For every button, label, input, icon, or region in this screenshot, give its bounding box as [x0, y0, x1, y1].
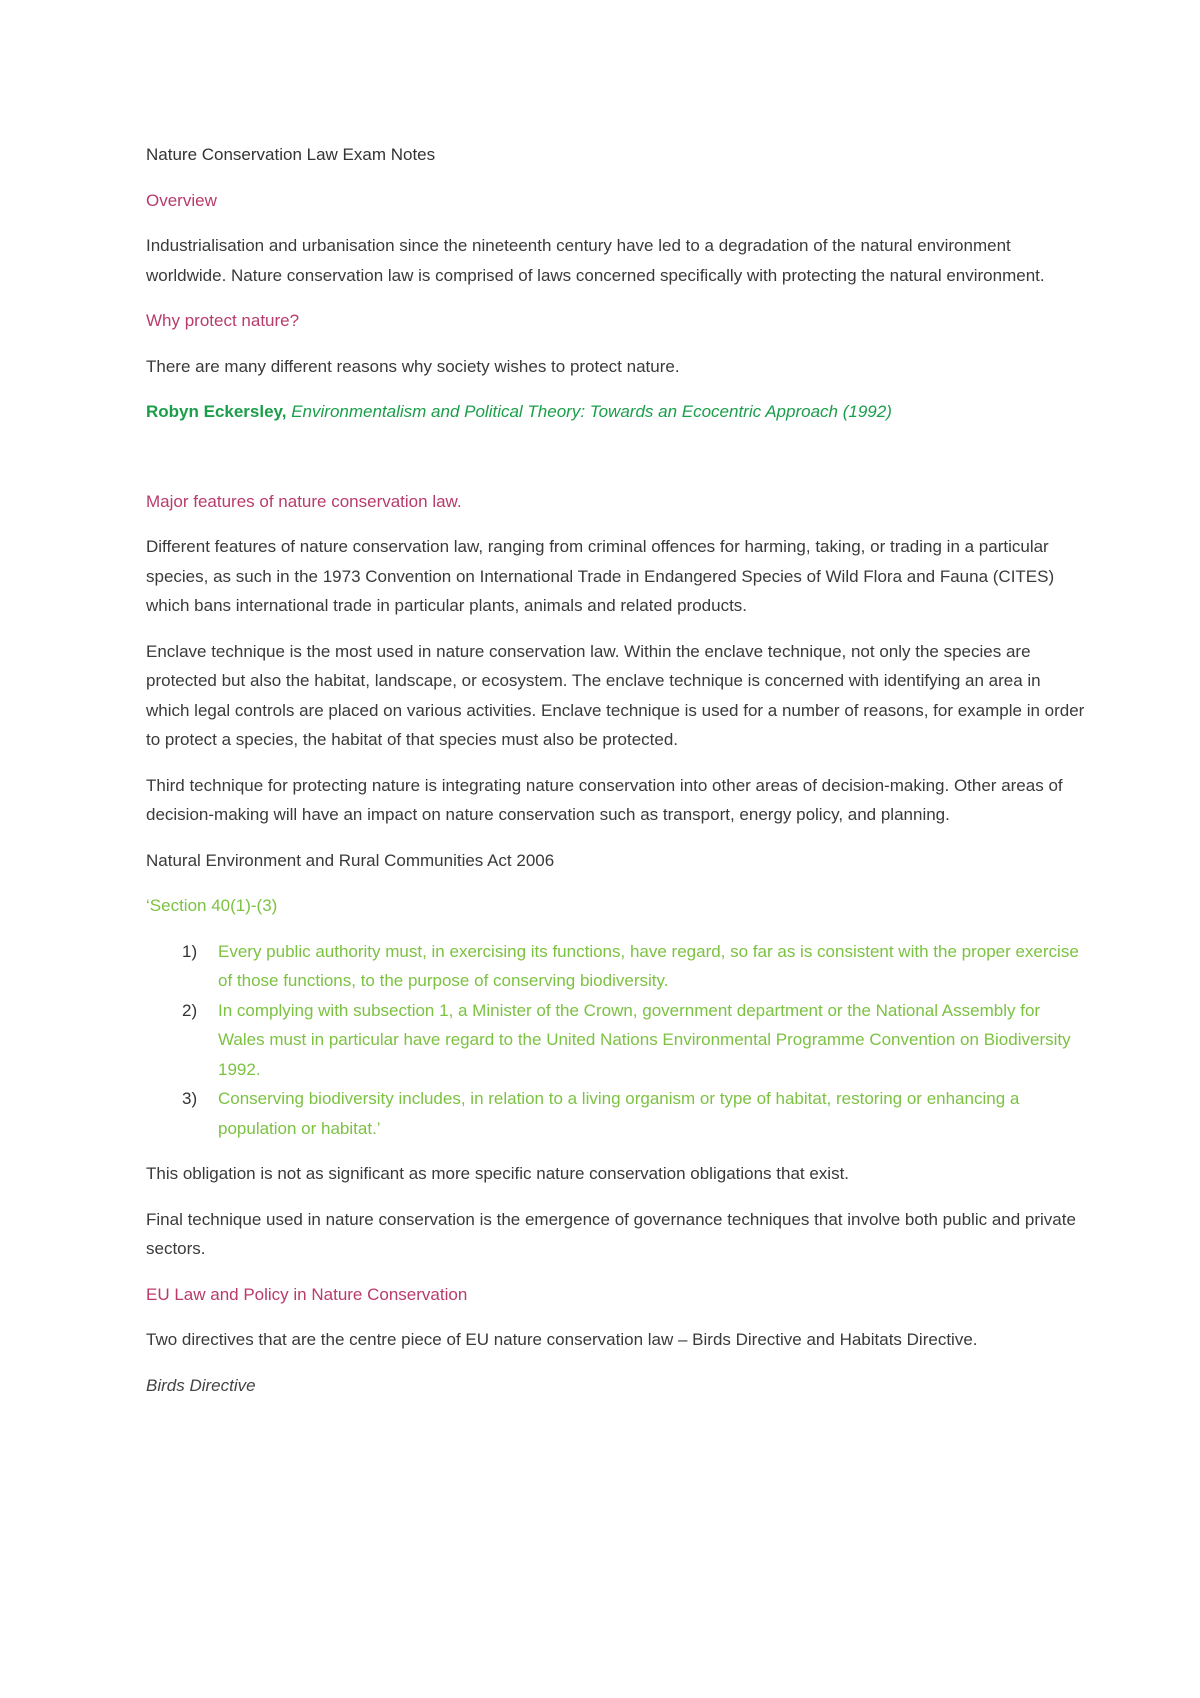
section-item-number: 3) — [182, 1089, 198, 1108]
obligation-paragraph: This obligation is not as significant as more specific nature conservation obligations that exist. — [146, 1164, 850, 1183]
blank-line — [146, 443, 1086, 487]
why-protect-paragraph: There are many different reasons why society wishes to protect nature. — [146, 356, 680, 376]
section-item-text: Every public authority must, in exercising its functions, have regard, so far as is consistent with the proper exercise of those functions, to the purpose of conserving biodiversity. — [218, 941, 1079, 990]
why-protect-heading: Why protect nature? — [146, 311, 300, 330]
overview-paragraph: Industrialisation and urbanisation since the nineteenth century have led to a degradation of the natural environment worldwide. Nature conservation law is comprised of laws concerned specifically with protecting the natural environment. — [146, 236, 1045, 285]
features-paragraph-1: Different features of nature conservation law, ranging from criminal offences for harming, taking, or trading in a particular species, as such in the 1973 Convention on International Trade in Endangered Species of Wild Flora and Fauna (CITES) which bans international trade in particular plants, animals and related products. — [146, 537, 1055, 615]
features-paragraph-3: Third technique for protecting nature is integrating nature conservation into other areas of decision-making. Other areas of decision-making will have an impact on nature conservation such as transport, energy policy, and planning. — [146, 775, 1063, 824]
section-label: ‘Section 40(1)-(3) — [146, 896, 278, 915]
birds-directive-heading: Birds Directive — [146, 1375, 256, 1395]
section-item-number: 2) — [182, 1000, 198, 1020]
eu-paragraph: Two directives that are the centre piece of EU nature conservation law – Birds Directive and Habitats Directive. — [146, 1330, 978, 1349]
section-item-1 — [146, 937, 1086, 996]
features-paragraph-2: Enclave technique is the most used in nature conservation law. Within the enclave technique, not only the species are protected but also the habitat, landscape, or ecosystem. The enclave technique is concerned with identifying an area in which legal controls are placed on various activities. Enclave technique is used for a number of reasons, for example in order to protect a species, the habitat of that species must also be protected. — [146, 641, 1085, 749]
document-title: Nature Conservation Law Exam Notes — [146, 145, 436, 164]
reference-book-title: Environmentalism and Political Theory: Towards an Ecocentric Approach (1992) — [286, 402, 892, 421]
section-list — [146, 937, 1086, 1144]
eu-heading: EU Law and Policy in Nature Conservation — [146, 1284, 468, 1304]
reference-citation — [146, 397, 1086, 427]
reference-author: Robyn Eckersley, — [146, 402, 287, 421]
section-item-text: In complying with subsection 1, a Minister of the Crown, government department or the National Assembly for Wales must in particular have regard to the United Nations Environmental Programme Convention on Biodiversity 1992. — [218, 1000, 1071, 1079]
section-item-number: 1) — [182, 941, 198, 961]
overview-heading: Overview — [146, 190, 217, 210]
document-page — [146, 140, 1086, 1416]
act-name: Natural Environment and Rural Communities Act 2006 — [146, 850, 555, 870]
section-item-3 — [146, 1084, 1086, 1143]
final-technique-paragraph: Final technique used in nature conservation is the emergence of governance techniques that involve both public and private sectors. — [146, 1209, 1076, 1258]
section-item-2 — [146, 996, 1086, 1085]
features-heading: Major features of nature conservation law. — [146, 491, 462, 511]
section-item-text: Conserving biodiversity includes, in relation to a living organism or type of habitat, restoring or enhancing a population or habitat.’ — [218, 1089, 1020, 1138]
